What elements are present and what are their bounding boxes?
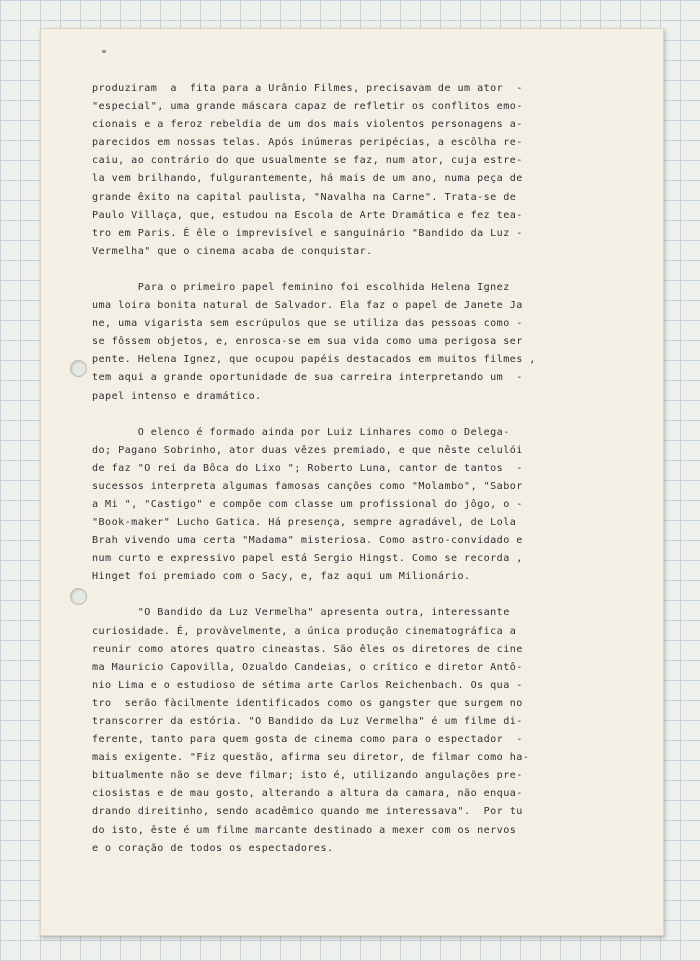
text-line: Vermelha" que o cinema acaba de conquistar. (92, 245, 373, 257)
text-line: cionais e a feroz rebeldia de um dos mais violentos personagens a- (92, 119, 523, 131)
paragraph (92, 279, 632, 406)
text-line: "especial", uma grande máscara capaz de refletir os conflitos emo- (92, 101, 523, 113)
text-line: O elenco é formado ainda por Luiz Linhares como o Delega- (92, 426, 510, 438)
text-line: nio Lima e o estudioso de sétima arte Carlos Reichenbach. Os qua - (92, 679, 523, 691)
text-line: grande êxito na capital paulista, "Navalha na Carne". Trata-se de (92, 191, 517, 203)
text-line: tem aqui a grande oportunidade de sua carreira interpretando um - (92, 372, 523, 384)
text-line: drando direitinho, sendo acadêmico quando me interessava". Por tu (92, 806, 523, 818)
paragraph (92, 424, 632, 587)
text-line: pente. Helena Ignez, que ocupou papéis destacados em muitos filmes , (92, 354, 536, 366)
text-line: curiosidade. É, provàvelmente, a única produção cinematográfica a (92, 625, 517, 637)
text-line: tro em Paris. É êle o imprevisível e sanguinário "Bandido da Luz - (92, 227, 523, 239)
text-line: produziram a fita para a Urânio Filmes, precisavam de um ator - (92, 83, 523, 94)
text-line: Paulo Villaça, que, estudou na Escola de Arte Dramática e fez tea- (92, 209, 523, 221)
text-line: e o coração de todos os espectadores. (92, 842, 334, 854)
text-line: "Book-maker" Lucho Gatica. Há presença, sempre agradável, de Lola (92, 517, 517, 529)
text-line: papel intenso e dramático. (92, 390, 262, 402)
text-line: Brah vivendo uma certa "Madama" misteriosa. Como astro-convidado e (92, 535, 523, 547)
text-line: reunir como atores quatro cineastas. São êles os diretores de cine (92, 643, 523, 655)
text-line: la vem brilhando, fulgurantemente, há mais de um ano, numa peça de (92, 173, 523, 185)
text-line: do isto, êste é um filme marcante destinado a mexer com os nervos (92, 824, 517, 836)
text-line: sucessos interpreta algumas famosas canções como "Molambo", "Sabor (92, 480, 523, 492)
text-line: num curto e expressivo papel está Sergio Hingst. Como se recorda , (92, 553, 523, 565)
punch-hole-bottom (70, 588, 87, 605)
text-line: caiu, ao contrário do que usualmente se faz, num ator, cuja estre- (92, 155, 523, 167)
text-line: Hinget foi premiado com o Sacy, e, faz aqui um Milionário. (92, 571, 471, 583)
text-line: se fôssem objetos, e, enrosca-se em sua vida como uma perigosa ser (92, 336, 523, 348)
paragraph (92, 80, 632, 261)
text-line: ferente, tanto para quem gosta de cinema como para o espectador - (92, 734, 523, 746)
text-line: ciosistas e de mau gosto, alterando a altura da camara, não enqua- (92, 788, 523, 800)
text-line: tro serão fàcilmente identificados como os gangster que surgem no (92, 697, 523, 709)
text-line: ma Mauricio Capovilla, Ozualdo Candeias, o crítico e diretor Antô- (92, 661, 523, 673)
text-line: parecidos em nossas telas. Após inúmeras peripécias, a escôlha re- (92, 137, 523, 149)
text-line: mais exigente. "Fiz questão, afirma seu diretor, de filmar como ha- (92, 752, 530, 764)
punch-hole-top (70, 360, 87, 377)
text-line: de faz "O rei da Bôca do Lixo "; Roberto Luna, cantor de tantos - (92, 462, 523, 474)
text-line: Para o primeiro papel feminino foi escolhida Helena Ignez (92, 281, 510, 293)
text-line: ne, uma vigarista sem escrúpulos que se utiliza das pessoas como - (92, 318, 523, 330)
text-line: "O Bandido da Luz Vermelha" apresenta outra, interessante (92, 607, 510, 619)
text-line: do; Pagano Sobrinho, ator duas vêzes premiado, e que nêste celulói (92, 444, 523, 456)
text-line: transcorrer da estória. "O Bandido da Luz Vermelha" é um filme di- (92, 716, 523, 727)
text-line: uma loira bonita natural de Salvador. Ela faz o papel de Janete Ja (92, 300, 523, 312)
document-body (92, 80, 632, 876)
ink-speck (102, 50, 106, 53)
text-line: a Mi ", "Castigo" e compõe com classe um profissional do jôgo, o - (92, 498, 523, 510)
paragraph (92, 604, 632, 857)
text-line: bitualmente não se deve filmar; isto é, utilizando angulações pre- (92, 770, 523, 782)
